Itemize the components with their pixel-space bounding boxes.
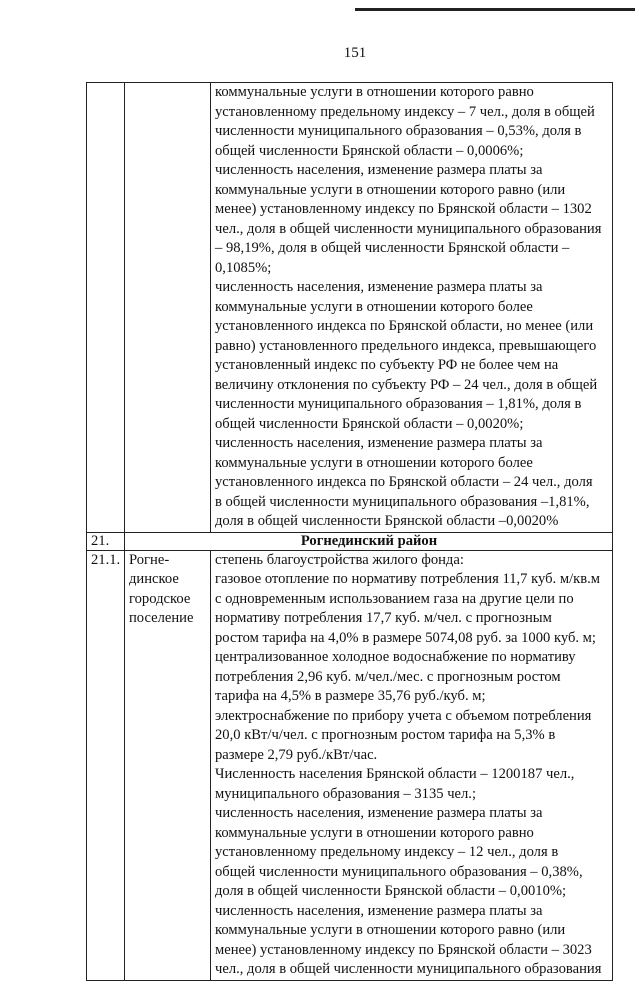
district-name: Рогнединский район (125, 532, 613, 550)
settlement-name: Рогне- динское городское поселение (125, 550, 211, 980)
continued-text-cell: коммунальные услуги в отношении которого равно установленному предельному индексу – 7 чел., доля в общей численности муниципального образования – 0,53%, доля в общей численности Брянской области – 0,0006%; численность населения, изменение размера платы за коммунальные услуги в отношении которого равно (или менее) установленному индексу по Брянской области – 1302 чел., доля в общей численности муниципального образования – 98,19%, доля в общей численности Брянской области – 0,1085%; численность населения, изменение размера платы за коммунальные услуги в отношении которого более установленного индекса по Брянской области, но менее (или равно) установленного предельного индекса, превышающего установленный индекс по субъекту РФ не более чем на величину отклонения по субъекту РФ – 24 чел., доля в общей численности муниципального образования – 1,81%, доля в общей численности Брянской области – 0,0020%; численность населения, изменение размера платы за коммунальные услуги в отношении которого более установленного индекса по Брянской области – 24 чел., доля в общей численности муниципального образования –1,81%, доля в общей численности Брянской области –0,0020% (211, 83, 613, 533)
district-number: 21. (87, 532, 125, 550)
empty-cell (125, 83, 211, 533)
page-number: 151 (343, 45, 367, 61)
table-row (87, 83, 613, 533)
empty-cell (87, 83, 125, 533)
table-row (87, 550, 613, 980)
data-table (86, 82, 613, 981)
entry-number: 21.1. (87, 550, 125, 980)
header-rule (355, 8, 635, 11)
entry-text-cell: степень благоустройства жилого фонда: газовое отопление по нормативу потребления 11,7 куб. м/кв.м с одновременным использованием газа на другие цели по нормативу потребления 17,7 куб. м/чел. с прогнозным ростом тарифа на 4,0% в размере 5074,08 руб. за 1000 куб. м; централизованное холодное водоснабжение по нормативу потребления 2,96 куб. м/чел./мес. с прогнозным ростом тарифа на 4,5% в размере 35,76 руб./куб. м; электроснабжение по прибору учета с объемом потребления 20,0 кВт/ч/чел. с прогнозным ростом тарифа на 5,3% в размере 2,79 руб./кВт/час. Численность населения Брянской области – 1200187 чел., муниципального образования – 3135 чел.; численность населения, изменение размера платы за коммунальные услуги в отношении которого равно установленному предельному индексу – 12 чел., доля в общей численности муниципального образования – 0,38%, доля в общей численности Брянской области – 0,0010%; численность населения, изменение размера платы за коммунальные услуги в отношении которого равно (или менее) установленному индексу по Брянской области – 3023 чел., доля в общей численности муниципального образования (211, 550, 613, 980)
district-row (87, 532, 613, 550)
